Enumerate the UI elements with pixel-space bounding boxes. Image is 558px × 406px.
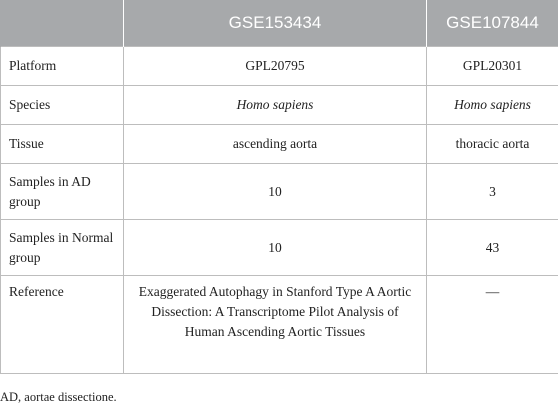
cell-value: thoracic aorta — [427, 125, 558, 164]
row-label: Reference — [1, 276, 124, 374]
row-label: Species — [1, 86, 124, 125]
cell-value: 10 — [124, 220, 427, 276]
row-label: Tissue — [1, 125, 124, 164]
cell-value: 3 — [427, 164, 558, 220]
table-row — [1, 220, 558, 276]
table-row — [1, 125, 558, 164]
cell-value: Homo sapiens — [124, 86, 427, 125]
row-label: Samples in Normal group — [1, 220, 124, 276]
cell-value: 43 — [427, 220, 558, 276]
cell-value: Homo sapiens — [427, 86, 558, 125]
cell-value: GPL20301 — [427, 47, 558, 86]
row-label: Platform — [1, 47, 124, 86]
table-row — [1, 276, 558, 374]
header-empty — [1, 0, 124, 47]
header-row — [1, 0, 558, 47]
header-gse107844: GSE107844 — [427, 0, 558, 47]
cell-value: 10 — [124, 164, 427, 220]
cell-value: — — [427, 276, 558, 374]
cell-value: ascending aorta — [124, 125, 427, 164]
table-row — [1, 86, 558, 125]
table-footnote: AD, aortae dissectione. — [0, 390, 117, 404]
header-gse153434: GSE153434 — [124, 0, 427, 47]
table-row — [1, 164, 558, 220]
row-label: Samples in AD group — [1, 164, 124, 220]
table-row — [1, 47, 558, 86]
cell-value: Exaggerated Autophagy in Stanford Type A Aortic Dissection: A Transcriptome Pilot Analysis of Human Ascending Aortic Tissues — [124, 276, 427, 374]
cell-value: GPL20795 — [124, 47, 427, 86]
